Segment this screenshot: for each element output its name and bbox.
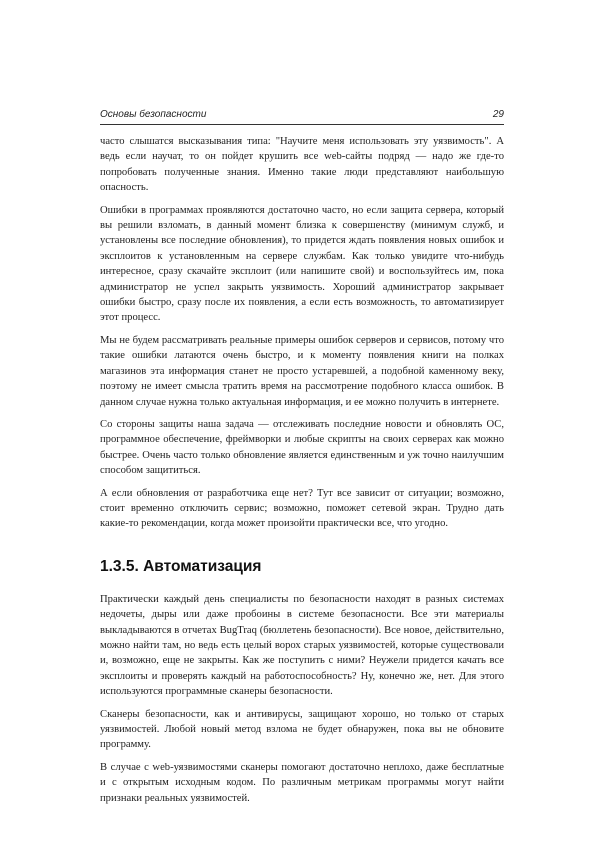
page-body [100, 134, 504, 813]
running-header [100, 108, 504, 125]
page-number: 29 [492, 109, 504, 120]
body-paragraph: Практически каждый день специалисты по безопасности находят в разных системах недочеты, дыры или даже пробоины в системе безопасности. Все эти материалы выкладываются в отчетах BugTraq (бюллетень безопасности). Все новое, действительно, можно найти там, но ведь есть целый ворох старых уязвимостей, которые существовали и, возможно, еще не закрыты. Как же поступить с ними? Неужели придется качать все эксплоиты и проверять каждый на работоспособность? Ну, конечно же, нет. Для этого используются программные сканеры безопасности. [100, 593, 504, 698]
body-paragraph: Сканеры безопасности, как и антивирусы, защищают хорошо, но только от старых уязвимостей. Любой новый метод взлома не будет обнаружен, пока вы не обновите программу. [100, 708, 504, 751]
body-paragraph: часто слышатся высказывания типа: "Научите меня использовать эту уязвимость". А ведь если научат, то он пойдет крушить все web-сайты подряд — надо же где-то попробовать полученные знания. Именно такие люди представляют наибольшую опасность. [100, 136, 504, 194]
body-paragraph: Ошибки в программах проявляются достаточно часто, но если защита сервера, который вы решили взломать, в данный момент близка к совершенству (минимум служб, и установлены все последние обновления), то придется ждать появления новых ошибок и эксплоитов к установленным на сервере службам. Как только увидите что-нибудь интересное, сразу скачайте эксплоит (или напишите свой) и воспользуйтесь им, пока администратор не успел закрыть уязвимость. Хороший администратор закрывает ошибки быстро, сразу после их появления, а если есть возможность, то автоматизирует этот процесс. [100, 204, 504, 324]
body-paragraph: Со стороны защиты наша задача — отслеживать последние новости и обновлять ОС, программное обеспечение, фреймворки и любые скрипты на своих серверах как можно быстрее. Очень часто только обновление является единственным и уж точно наилучшим способом защититься. [100, 418, 504, 477]
body-paragraph: Мы не будем рассматривать реальные примеры ошибок серверов и сервисов, потому что такие ошибки латаются очень быстро, и к моменту появления книги на полках магазинов эта информация станет не просто устаревшей, а подобной каменному веку, поэтому не имеет смысла тратить время на рассмотрение подобного класса ошибок. В данном случае нужна только актуальная информация, и ее можно получить в интернете. [100, 334, 504, 408]
body-paragraph: А если обновления от разработчика еще нет? Тут все зависит от ситуации; возможно, стоит временно отключить сервис; возможно, поможет сетевой экран. Трудно дать какие-то рекомендации, когда может произойти практически все, что угодно. [100, 487, 504, 530]
body-paragraph: В случае с web-уязвимостями сканеры помогают достаточно неплохо, даже бесплатные и с открытым исходным кодом. По различным метрикам программы могут найти признаки реальных уязвимостей. [100, 761, 504, 804]
running-header-title: Основы безопасности [100, 109, 207, 120]
section-heading: 1.3.5. Автоматизация [100, 557, 262, 575]
